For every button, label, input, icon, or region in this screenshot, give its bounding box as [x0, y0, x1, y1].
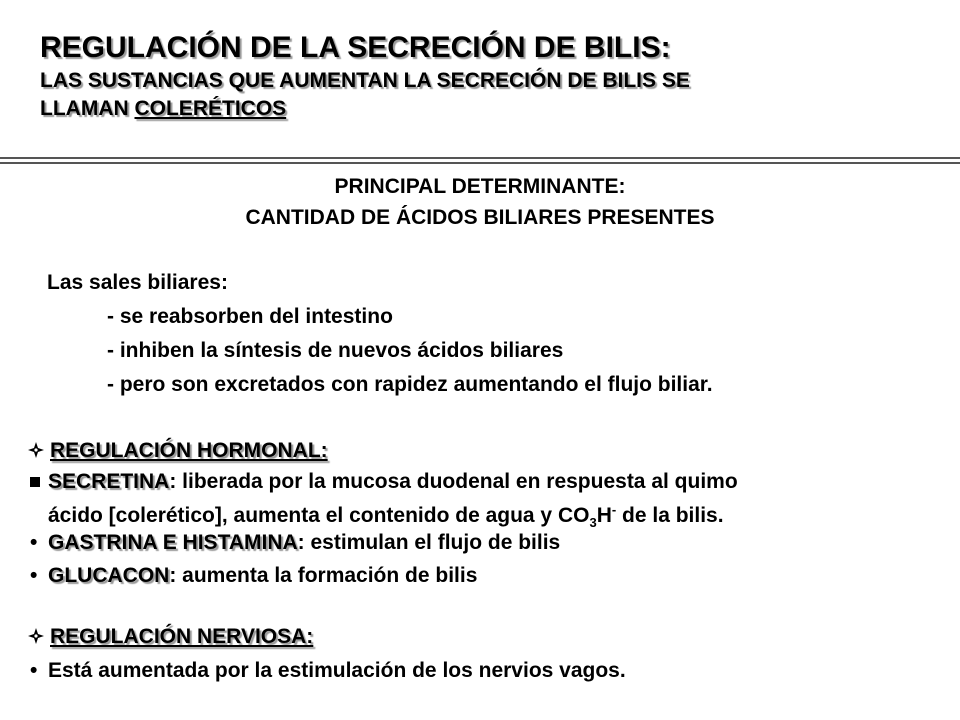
gastrina-term: GASTRINA E HISTAMINA	[48, 531, 298, 554]
secretina-tail: de la bilis.	[616, 504, 724, 527]
title-line-3	[40, 96, 690, 122]
round-bullet-icon: •	[30, 564, 38, 587]
diamond-flower-icon	[28, 628, 44, 644]
slide-title	[40, 30, 690, 122]
round-bullet-icon: •	[30, 659, 38, 682]
title-divider-bottom	[0, 162, 960, 164]
principal-line-2: CANTIDAD DE ÁCIDOS BILIARES PRESENTES	[245, 206, 715, 229]
hormonal-heading	[28, 436, 328, 466]
sales-item-2: - inhiben la síntesis de nuevos ácidos biliares	[107, 339, 564, 362]
glucacon-line	[48, 561, 477, 591]
square-bullet-icon	[30, 468, 40, 498]
diamond-flower-icon	[28, 442, 44, 458]
round-bullet-icon: •	[30, 531, 38, 554]
title-line-2: LAS SUSTANCIAS QUE AUMENTAN LA SECRECIÓN DE BILIS SE	[40, 69, 690, 92]
sales-intro: Las sales biliares:	[47, 271, 228, 294]
title-line-3-prefix: LLAMAN	[40, 97, 135, 120]
sales-item-3: - pero son excretados con rapidez aumentando el flujo biliar.	[107, 373, 713, 396]
sales-item-1: - se reabsorben del intestino	[107, 305, 393, 328]
gastrina-line	[48, 528, 560, 558]
nerviosa-heading-text: REGULACIÓN NERVIOSA:	[50, 625, 314, 648]
gastrina-text: : estimulan el flujo de bilis	[297, 531, 561, 554]
secretina-superscript: -	[611, 502, 617, 517]
secretina-subscript: 3	[589, 515, 597, 531]
secretina-term: SECRETINA	[48, 470, 170, 493]
nerviosa-heading	[28, 622, 313, 652]
title-divider-top	[0, 157, 960, 159]
glucacon-text: : aumenta la formación de bilis	[169, 564, 478, 587]
hormonal-heading-text: REGULACIÓN HORMONAL:	[50, 439, 328, 462]
nerviosa-item: Está aumentada por la estimulación de los nervios vagos.	[48, 659, 626, 682]
secretina-text-2: ácido [colerético], aumenta el contenido de agua y CO	[48, 504, 590, 527]
secretina-line-1	[48, 467, 738, 497]
glucacon-term: GLUCACON	[48, 564, 170, 587]
principal-line-1: PRINCIPAL DETERMINANTE:	[334, 175, 626, 198]
secretina-text-1: : liberada por la mucosa duodenal en respuesta al quimo	[169, 470, 738, 493]
secretina-h: H	[596, 504, 612, 527]
title-line-1: REGULACIÓN DE LA SECRECIÓN DE BILIS:	[40, 31, 671, 64]
title-term-coleretico: COLERÉTICOS	[134, 97, 287, 120]
